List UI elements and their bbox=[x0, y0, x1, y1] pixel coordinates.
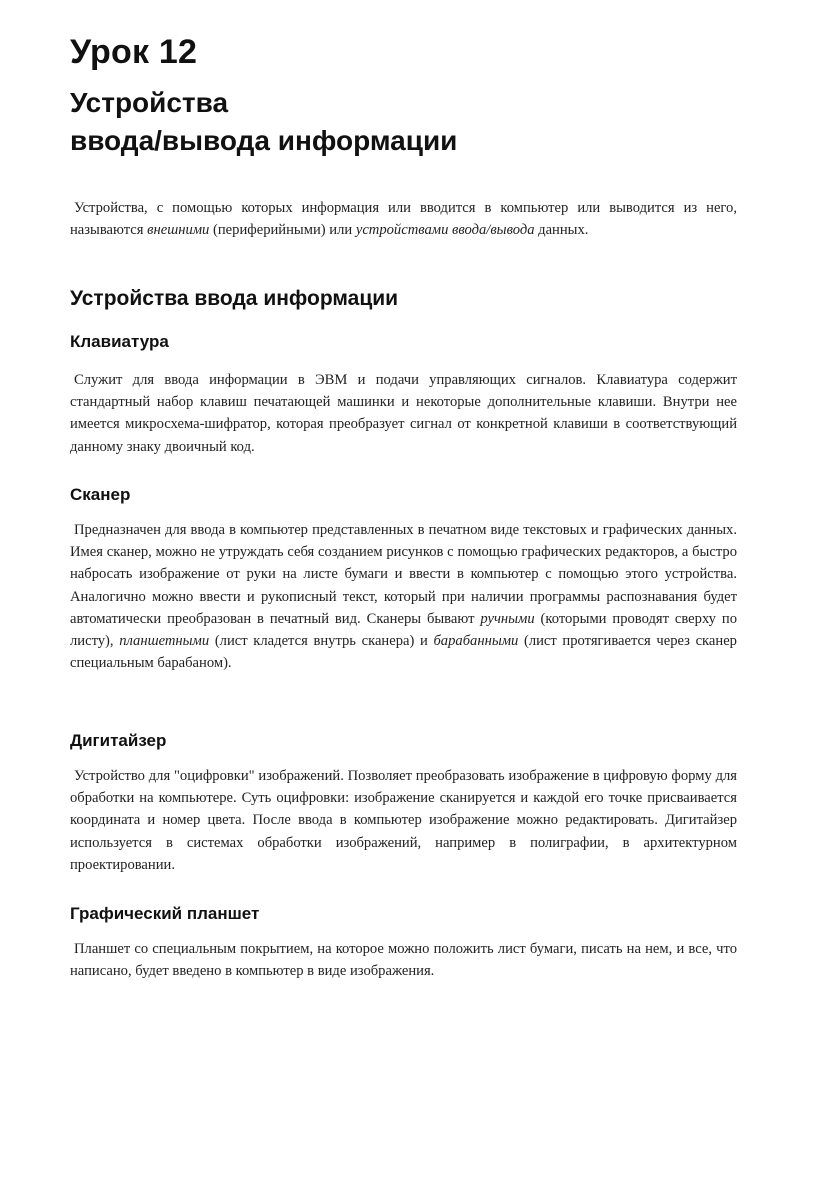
digitizer-paragraph: Устройство для "оцифровки" изображений. Позволяет преобразовать изображение в цифровую форму для обработки на компьютере. Суть оцифровки: изображение сканируется и каждой его точке присваивается координата и номер цвета. После ввода в компьютер изображение можно редактировать. Дигитайзер используется в системах обработки изображений, например в полиграфии, в архитектурном проектировании. bbox=[70, 768, 737, 873]
scanner-text-2: (которыми проводят сверху по листу), bbox=[70, 610, 737, 650]
chapter-title-line-2: ввода/вывода информации bbox=[70, 125, 458, 156]
lesson-title: Урок 12 bbox=[70, 33, 198, 71]
scanner-emphasis-flatbed: планшетными bbox=[119, 633, 210, 650]
keyboard-paragraph: Служит для ввода информации в ЭВМ и подачи управляющих сигналов. Клавиатура содержит стандартный набор клавиш печатающей машинки и некоторые дополнительные клавиши. Внутри нее имеется микросхема-шифратор, которая преобразует сигнал от конкретной клавиши в соответствующий данному знаку двоичный код. bbox=[70, 372, 737, 455]
scanner-text-1: Предназначен для ввода в компьютер представленных в печатном виде текстовых и графических данных. Имея сканер, можно не утруждать себя созданием рисунков с помощью графических редакторов, а быстро набросать изображение от руки на листе бумаги и ввести в компьютер с помощью этого устройства. Аналогично можно ввести и рукописный текст, который при наличии программы распознавания будет автоматически преобразован в печатный вид. Сканеры бывают bbox=[70, 522, 737, 627]
scanner-title: Сканер bbox=[70, 485, 131, 504]
scanner-text-4: (лист протягивается через сканер специальным барабаном). bbox=[70, 633, 737, 672]
intro-text-1: Устройства, с помощью которых информация или вводится в компьютер или выводится из него, называются bbox=[70, 200, 737, 239]
scanner-emphasis-handheld: ручными bbox=[480, 610, 535, 627]
intro-emphasis-external: внешними bbox=[147, 222, 210, 239]
chapter-title-line-1: Устройства bbox=[70, 87, 229, 118]
scanner-text-3: (лист кладется внутрь сканера) и bbox=[209, 633, 434, 650]
intro-paragraph bbox=[70, 197, 737, 241]
digitizer-title: Дигитайзер bbox=[70, 731, 167, 750]
scanner-paragraph bbox=[70, 519, 737, 674]
input-section-title: Устройства ввода информации bbox=[70, 287, 399, 310]
intro-text-3: данных. bbox=[534, 222, 589, 239]
intro-text-2: (периферийными) или bbox=[209, 222, 356, 239]
intro-emphasis-io-devices: устройствами ввода/вывода bbox=[355, 222, 535, 239]
tablet-title: Графический планшет bbox=[70, 904, 260, 923]
scanner-emphasis-drum: барабанными bbox=[433, 633, 519, 650]
tablet-paragraph: Планшет со специальным покрытием, на которое можно положить лист бумаги, писать на нем, и все, что написано, будет введено в компьютер в виде изображения. bbox=[70, 941, 737, 980]
keyboard-title: Клавиатура bbox=[70, 332, 169, 351]
chapter-title bbox=[70, 84, 750, 160]
